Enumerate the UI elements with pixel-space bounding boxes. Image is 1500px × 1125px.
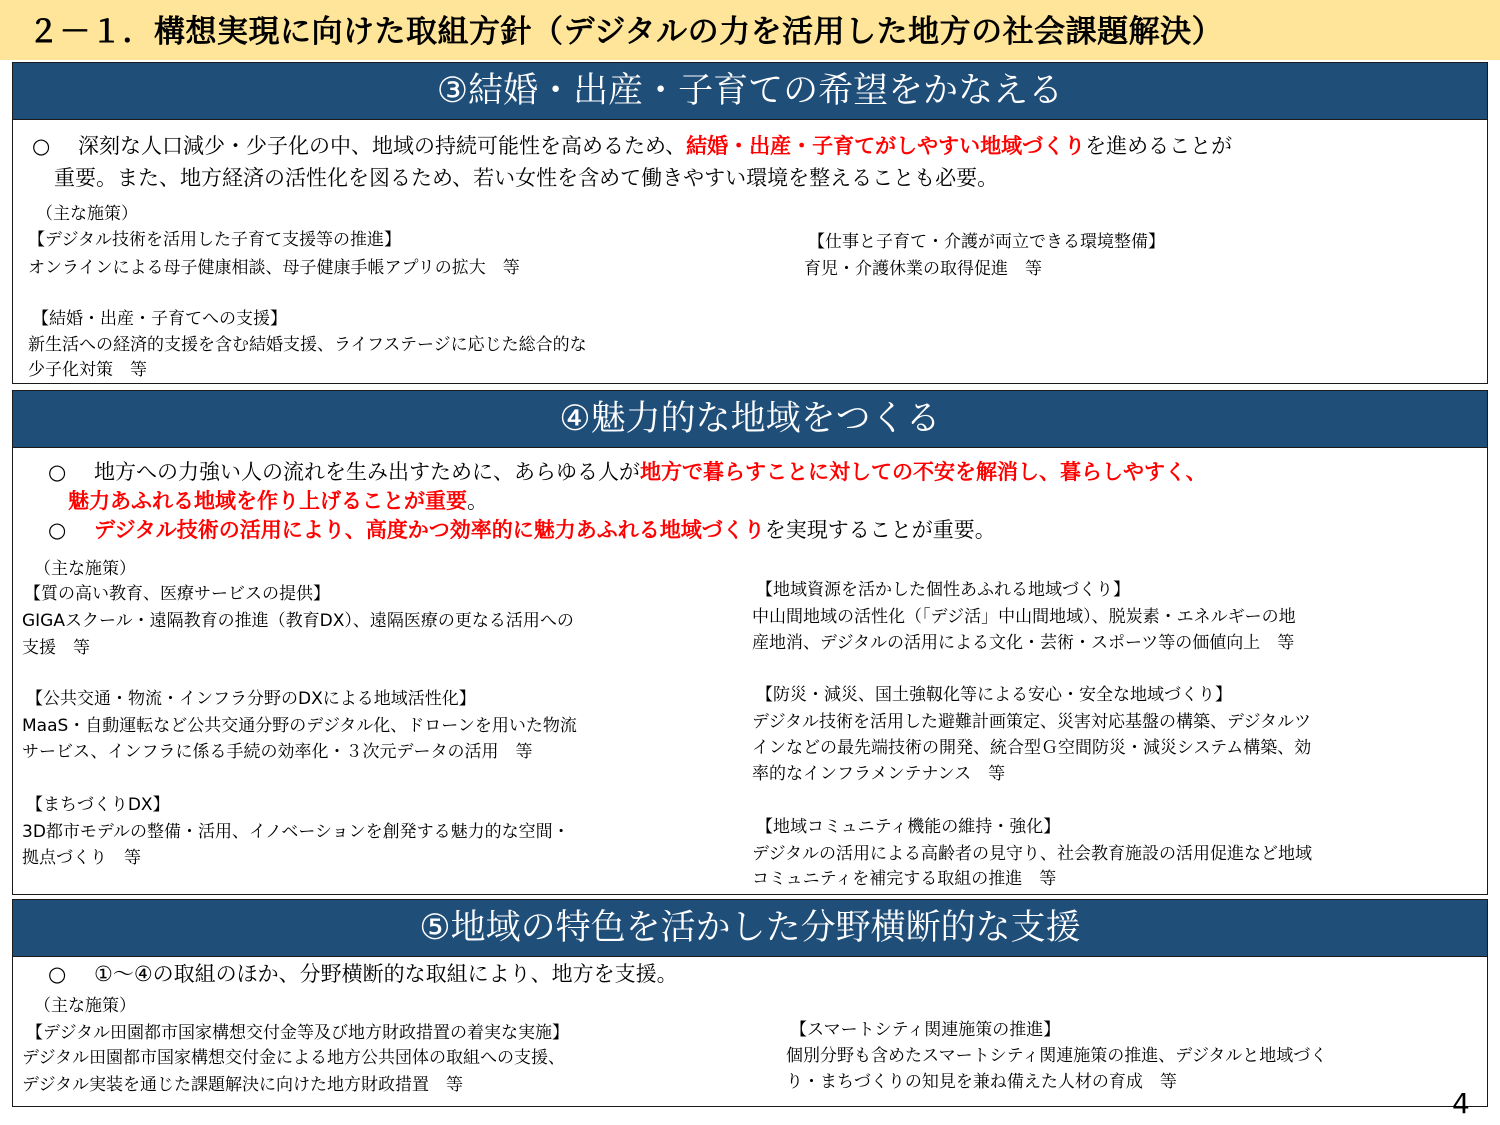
measure-desc: 育児・介護休業の取得促進 等 [804,259,1042,279]
measures-label: （主な施策） [34,559,136,579]
measure-desc: GIGAスクール・遠隔教育の推進（教育DX）、遠隔医療の更なる活用への [22,611,574,631]
lead-text-line-2 [68,485,488,517]
measure-desc: デジタル田園都市国家構想交付金による地方公共団体の取組への支援、 [22,1048,565,1068]
measure-desc: 個別分野も含めたスマートシティ関連施策の推進、デジタルと地域づく [786,1046,1328,1066]
lead-text-line-1 [78,130,1232,162]
title-bar [0,0,1500,60]
measure-desc: り・まちづくりの知見を兼ね備えた人材の育成 等 [786,1072,1177,1092]
measure-title: 【防災・減災、国土強靱化等による安心・安全な地域づくり】 [756,685,1232,705]
measure-desc: インなどの最先端技術の開発、統合型Ｇ空間防災・減災システム構築、効 [752,738,1312,758]
measure-title: 【結婚・出産・子育てへの支援】 [32,309,287,329]
measure-desc: コミュニティを補完する取組の推進 等 [752,869,1057,889]
highlight-text: 地方で暮らすことに対しての不安を解消し、暮らしやすく、 [640,460,1207,484]
measure-title: 【スマートシティ関連施策の推進】 [790,1020,1061,1040]
section-header: ③結婚・出産・子育ての希望をかなえる [13,63,1487,120]
measure-title: 【デジタル田園都市国家構想交付金等及び地方財政措置の着実な実施】 [26,1023,569,1043]
lead-text-line-3 [94,514,996,546]
lead-bullet: ○ [48,518,67,542]
measure-title: 【仕事と子育て・介護が両立できる環境整備】 [808,232,1165,252]
highlight-text: デジタル技術の活用により、高度かつ効率的に魅力あふれる地域づくり [94,518,765,542]
measure-desc: 産地消、デジタルの活用による文化・芸術・スポーツ等の価値向上 等 [752,633,1295,653]
measure-desc: 少子化対策 等 [28,360,147,380]
measure-desc: オンラインによる母子健康相談、母子健康手帳アプリの拡大 等 [28,258,520,278]
lead-bullet: ○ [48,962,67,986]
measure-title: 【まちづくりDX】 [26,795,170,815]
measures-label: （主な施策） [36,204,138,224]
lead-text-line-2: 重要。また、地方経済の活性化を図るため、若い女性を含めて働きやすい環境を整えることも必要。 [54,166,999,190]
section-header: ④魅力的な地域をつくる [13,391,1487,448]
highlight-text: 結婚・出産・子育てがしやすい地域づくり [686,134,1086,158]
measure-title: 【地域コミュニティ機能の維持・強化】 [756,817,1061,837]
lead-text: ①～④の取組のほか、分野横断的な取組により、地方を支援。 [94,962,678,986]
lead-bullet: ○ [32,134,51,158]
measure-desc: 3D都市モデルの整備・活用、イノベーションを創発する魅力的な空間・ [22,822,570,842]
section-header: ⑤地域の特色を活かした分野横断的な支援 [13,900,1487,957]
lead-text: 。 [467,489,488,513]
measure-desc: 拠点づくり 等 [22,848,141,868]
lead-text: 深刻な人口減少・少子化の中、地域の持続可能性を高めるため、 [78,134,687,158]
measures-label: （主な施策） [34,996,136,1016]
highlight-text: 魅力あふれる地域を作り上げることが重要 [68,489,467,513]
measure-title: 【公共交通・物流・インフラ分野のDXによる地域活性化】 [26,689,476,709]
measure-desc: デジタル技術を活用した避難計画策定、災害対応基盤の構築、デジタルツ [752,712,1311,732]
measure-desc: 支援 等 [22,638,90,658]
page-title: ２－１．構想実現に向けた取組方針（デジタルの力を活用した地方の社会課題解決） [28,14,1224,50]
measure-desc: 中山間地域の活性化（「デジ活」中山間地域）、脱炭素・エネルギーの地 [752,607,1296,627]
measure-desc: デジタルの活用による高齢者の見守り、社会教育施設の活用促進など地域 [752,844,1312,864]
lead-text: を実現することが重要。 [764,518,996,542]
measure-desc: サービス、インフラに係る手続の効率化・３次元データの活用 等 [22,742,533,762]
measure-title: 【質の高い教育、医療サービスの提供】 [24,584,330,604]
measure-title: 【デジタル技術を活用した子育て支援等の推進】 [28,230,401,250]
page-number: 4 [1452,1087,1470,1120]
measure-desc: MaaS・自動運転など公共交通分野のデジタル化、ドローンを用いた物流 [22,716,577,736]
measure-title: 【地域資源を活かした個性あふれる地域づくり】 [756,580,1130,600]
lead-text-line-1 [94,456,1207,488]
measure-desc: 率的なインフラメンテナンス 等 [752,764,1006,784]
lead-text: 地方への力強い人の流れを生み出すために、あらゆる人が [94,460,640,484]
measure-desc: 新生活への経済的支援を含む結婚支援、ライフステージに応じた総合的な [28,335,587,355]
lead-bullet: ○ [48,460,67,484]
measure-desc: デジタル実装を通じた課題解決に向けた地方財政措置 等 [22,1075,463,1095]
lead-text: を進めることが [1085,134,1233,158]
